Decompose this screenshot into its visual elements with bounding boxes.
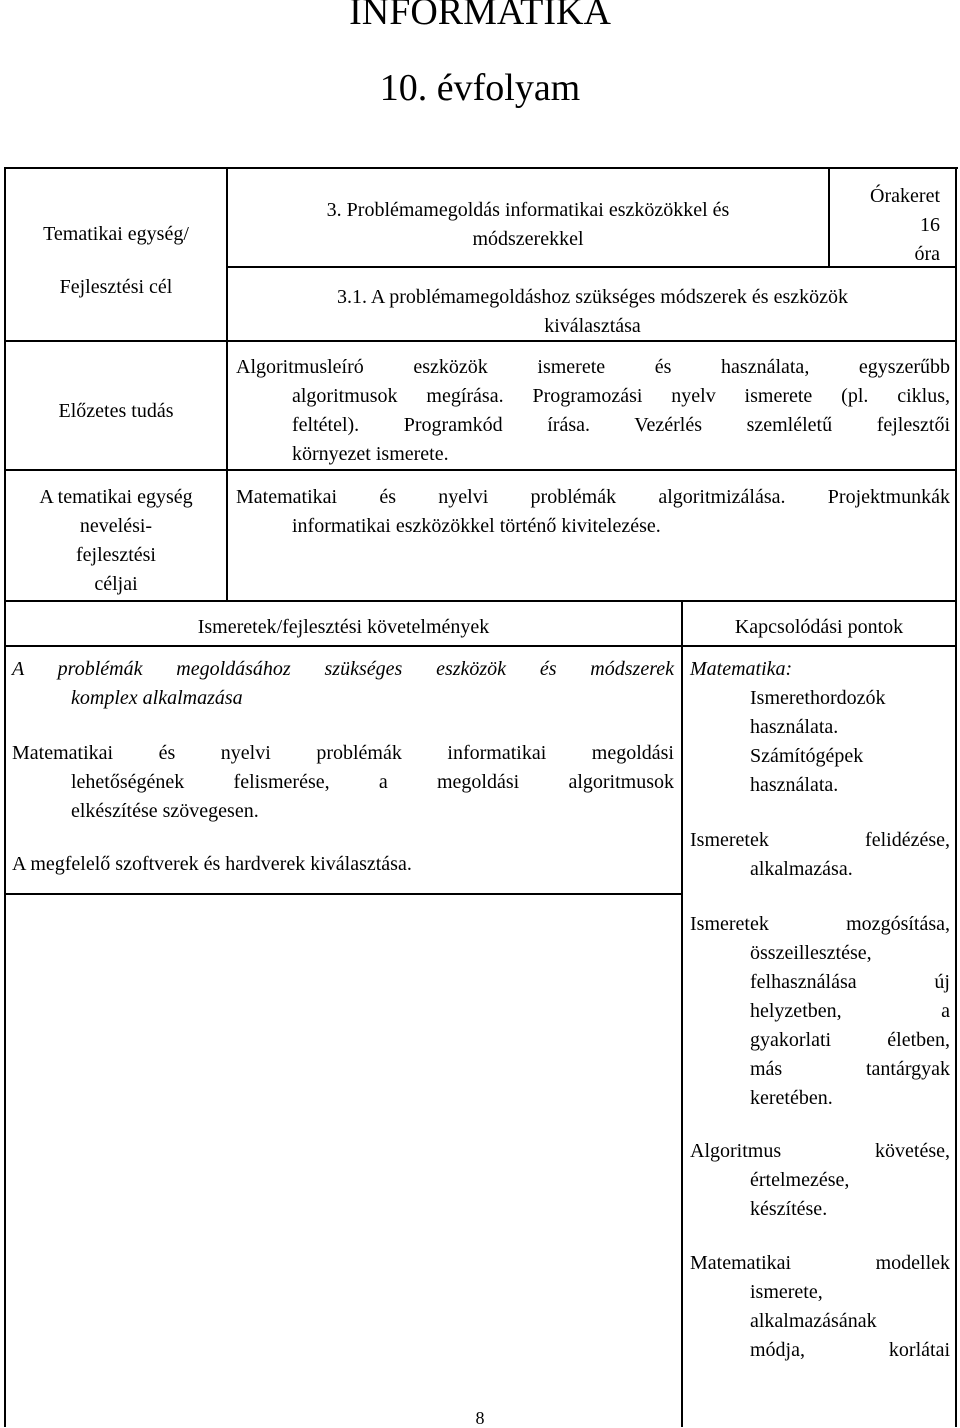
connections-block-2: Ismeretek felidézése, alkalmazása.: [690, 829, 950, 880]
connections-header: Kapcsolódási pontok: [734, 616, 904, 638]
connections-block-1: Ismerethordozók használata. Számítógépek használata.: [750, 687, 886, 796]
connections-block-4: Algoritmus követése, értelmezése, készítése.: [690, 1140, 950, 1220]
grade-heading: 10. évfolyam: [379, 67, 581, 109]
connections-subject: Matematika:: [690, 658, 793, 680]
label-fejlesztesi-cel: Fejlesztési cél: [59, 276, 173, 298]
goals-text: Matematikai és nyelvi problémák algoritmizálása. Projektmunkák informatikai eszközökkel történő kivitelezése.: [236, 486, 950, 537]
label-celjai: A tematikai egység nevelési- fejlesztési céljai: [39, 486, 193, 595]
prior-knowledge-text: Algoritmusleíró eszközök ismerete és használata, egyszerűbb algoritmusok megírása. Programozási nyelv ismerete (pl. ciklus, feltétel). Programkód írása. Vezérlés szemléletű fejlesztői környezet ismerete.: [236, 356, 950, 465]
requirements-para2: A megfelelő szoftverek és hardverek kiválasztása.: [12, 853, 412, 875]
connections-block-5: Matematikai modellek ismerete, alkalmazásának módja, korlátai: [690, 1252, 950, 1361]
subunit-title: 3.1. A problémamegoldáshoz szükséges módszerek és eszközök kiválasztása: [337, 286, 848, 337]
connections-block-3: Ismeretek mozgósítása, összeillesztése, felhasználása új helyzetben, a gyakorlati életben, más tantárgyak keretében.: [690, 913, 950, 1109]
unit-title: 3. Problémamegoldás informatikai eszközökkel és módszerekkel: [326, 199, 730, 250]
label-tematikai-egyseg: Tematikai egység/: [43, 223, 189, 245]
requirements-italic: A problémák megoldásához szükséges eszközök és módszerek komplex alkalmazása: [12, 658, 674, 709]
page-number: 8: [475, 1408, 485, 1428]
orakeret: Órakeret 16 óra: [870, 185, 940, 265]
requirements-para1: Matematikai és nyelvi problémák informatikai megoldási lehetőségének felismerése, a megoldási algoritmusok elkészítése szövegesen.: [12, 742, 674, 822]
page-title: INFORMATIKA: [349, 0, 611, 33]
label-elozetes-tudas: Előzetes tudás: [58, 400, 174, 422]
requirements-header: Ismeretek/fejlesztési követelmények: [197, 616, 490, 638]
